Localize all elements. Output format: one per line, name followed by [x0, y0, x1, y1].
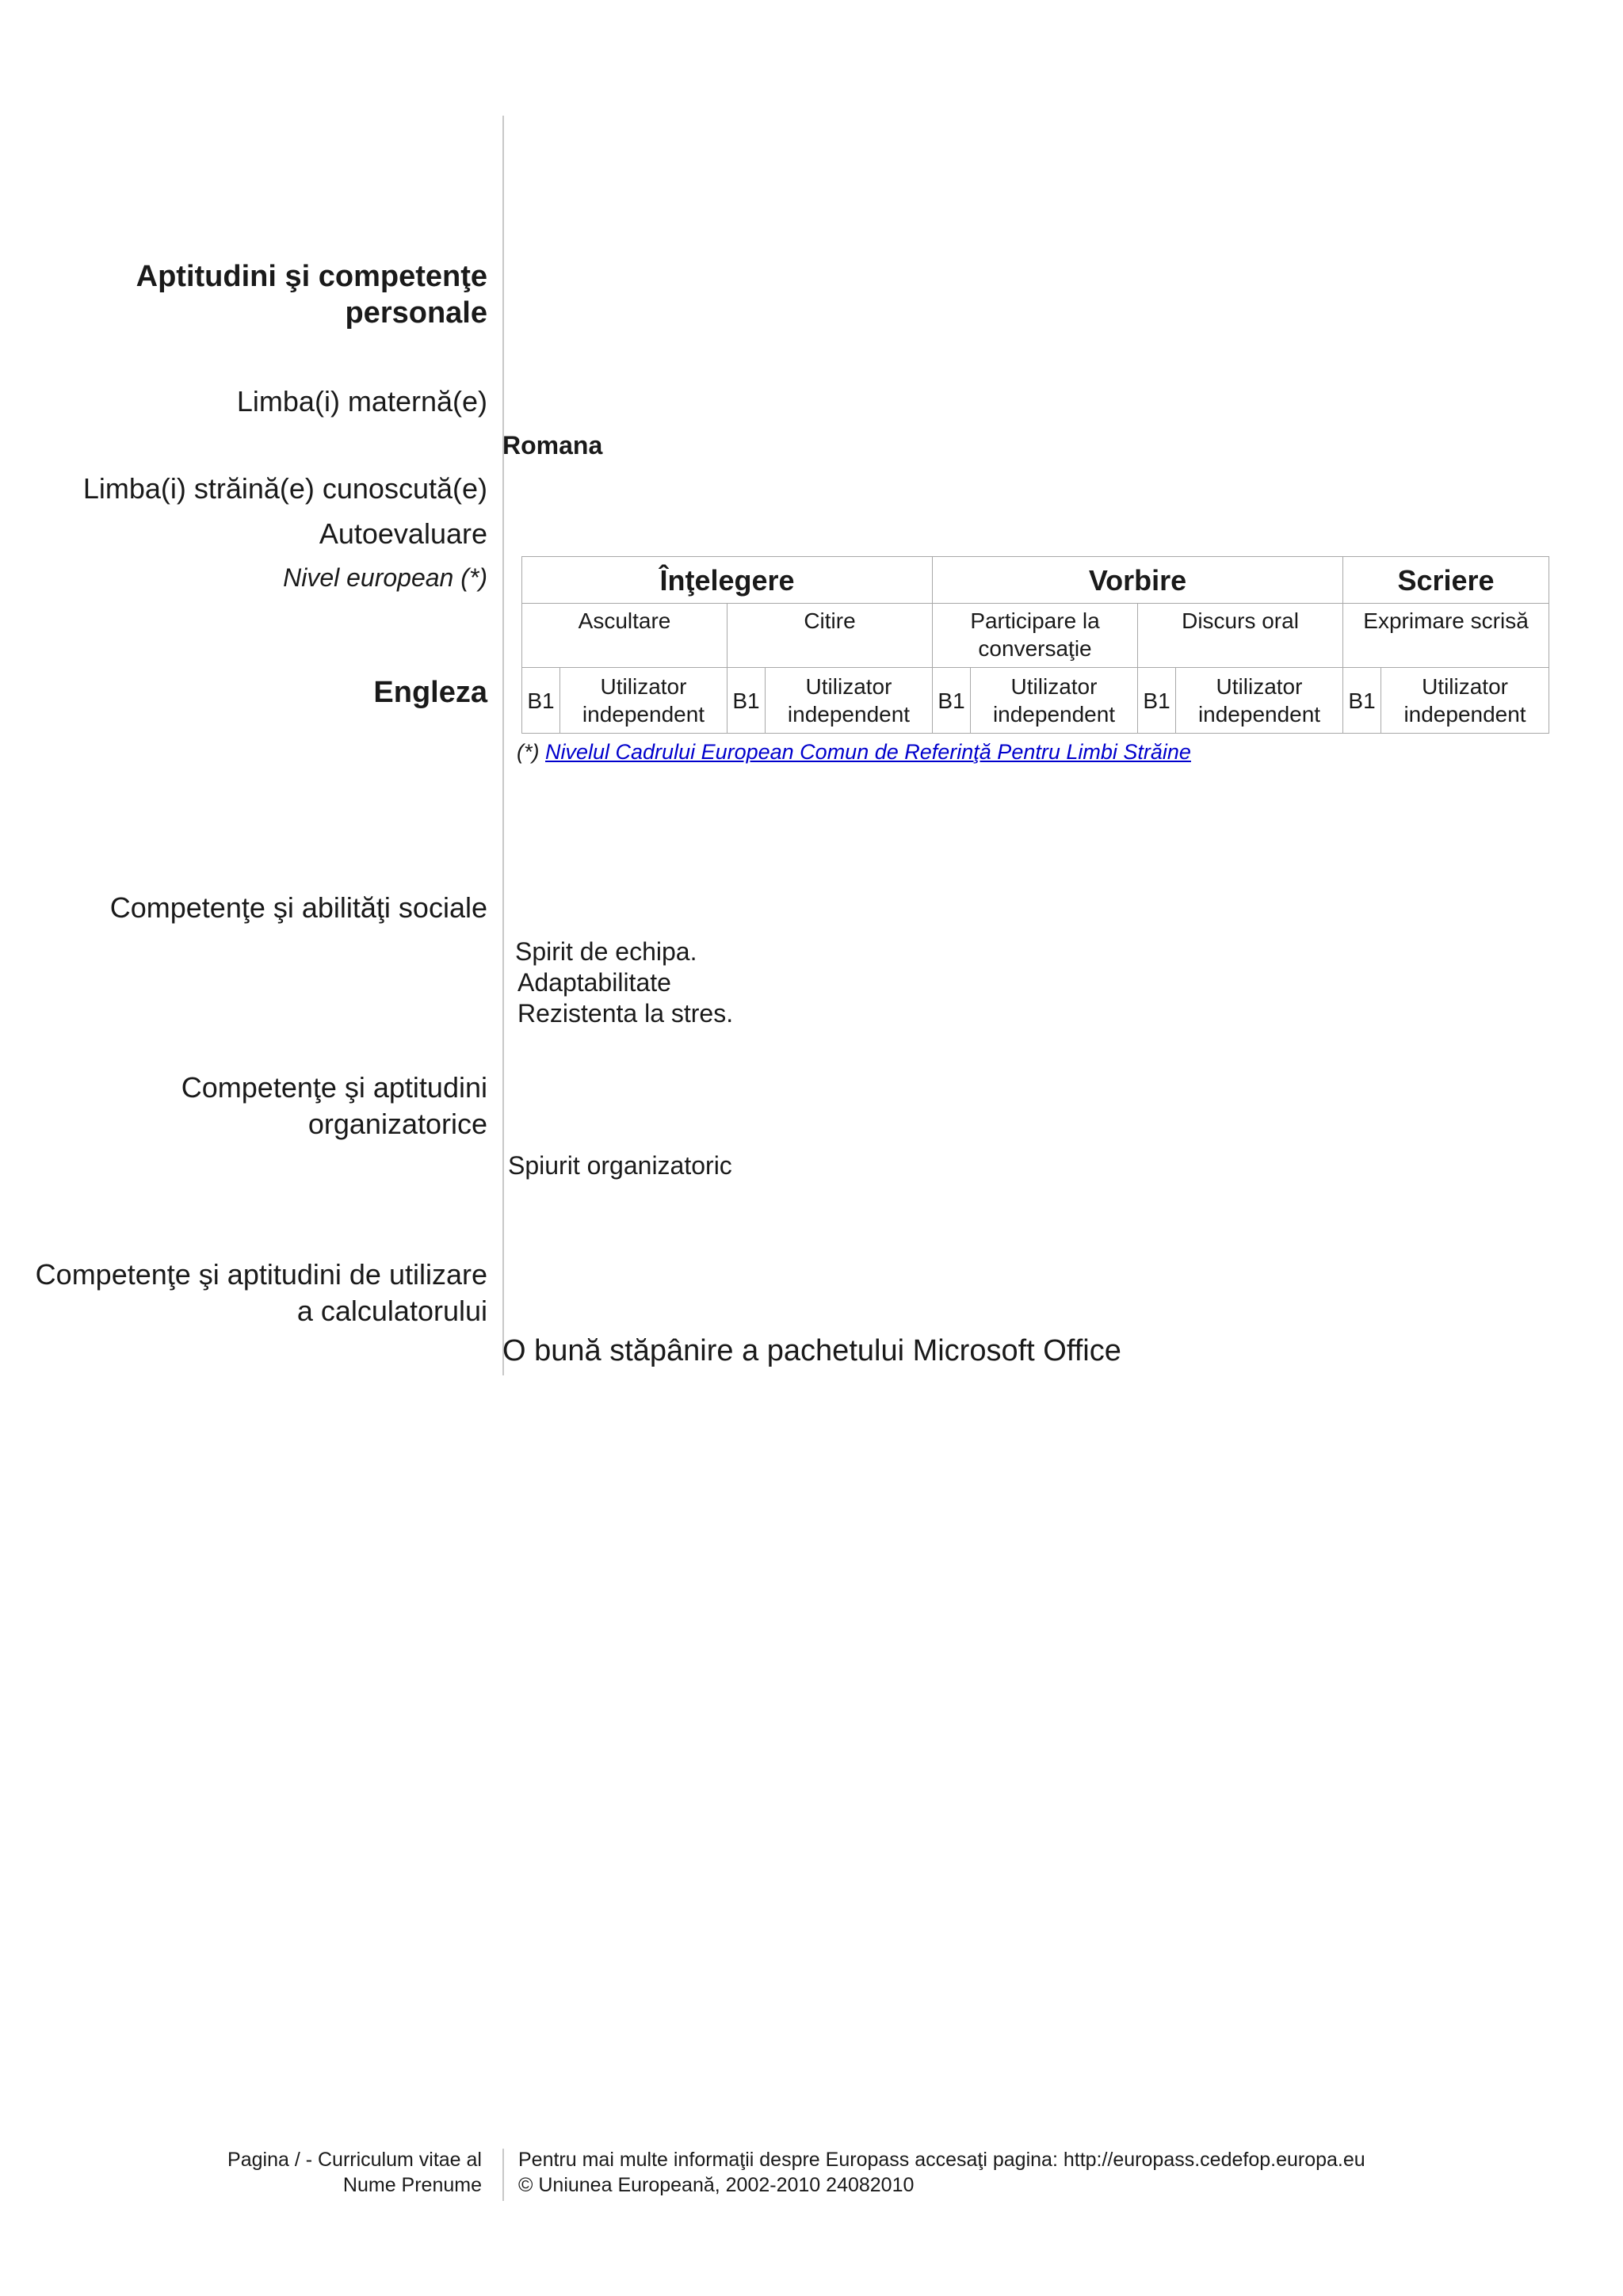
level-description: Utilizator independent [766, 668, 933, 734]
footer-europass-info [518, 2147, 1365, 2198]
social-skills-line: Spirit de echipa. [515, 937, 697, 966]
level-description: Utilizator independent [560, 668, 727, 734]
european-level-label: Nivel european (*) [283, 563, 487, 592]
self-assessment-label: Autoevaluare [319, 517, 487, 550]
footer-divider [502, 2149, 504, 2201]
organizational-label-line2: organizatorice [307, 1108, 487, 1140]
footer-page-line1: Pagina / - Curriculum vitae al [227, 2149, 482, 2171]
level-code: B1 [522, 668, 560, 734]
table-subheader-row [522, 604, 1549, 668]
computer-skills-label [36, 1257, 487, 1329]
level-description: Utilizator independent [971, 668, 1138, 734]
mother-tongue-label: Limba(i) maternă(e) [236, 385, 487, 418]
footer-info-line2: © Uniunea Europeană, 2002-2010 24082010 [518, 2174, 915, 2196]
table-level-row [522, 668, 1549, 734]
sub-reading: Citire [727, 604, 933, 668]
sub-listening: Ascultare [522, 604, 727, 668]
table-group-row [522, 557, 1549, 604]
cefr-footnote [517, 740, 1191, 765]
level-code: B1 [933, 668, 971, 734]
social-skills-line: Rezistenta la stres. [517, 999, 734, 1028]
level-description: Utilizator independent [1176, 668, 1343, 734]
sub-spoken-production: Discurs oral [1138, 604, 1343, 668]
organizational-label-line1: Competenţe şi aptitudini [181, 1071, 487, 1104]
organizational-skills-value: Spiurit organizatoric [508, 1151, 732, 1180]
cefr-link[interactable]: Nivelul Cadrului European Comun de Referinţă Pentru Limbi Străine [545, 740, 1191, 764]
computer-label-line1: Competenţe şi aptitudini de utilizare [35, 1258, 487, 1291]
social-skills-label: Competenţe şi abilităţi sociale [109, 891, 487, 924]
column-divider [502, 116, 504, 1375]
sub-writing: Exprimare scrisă [1343, 604, 1549, 668]
footnote-prefix: (*) [517, 740, 545, 764]
language-name: Engleza [373, 676, 487, 709]
computer-skills-value: O bună stăpânire a pachetului Microsoft Office [502, 1334, 1121, 1367]
level-description: Utilizator independent [1381, 668, 1549, 734]
group-writing: Scriere [1343, 557, 1549, 604]
computer-label-line2: a calculatorului [296, 1295, 487, 1327]
level-code: B1 [1343, 668, 1381, 734]
footer-page-info [227, 2147, 482, 2198]
organizational-skills-label [181, 1070, 487, 1142]
personal-skills-title-line2: personale [345, 296, 487, 330]
personal-skills-title-line1: Aptitudini şi competenţe [136, 260, 487, 293]
group-understanding: Înţelegere [522, 557, 933, 604]
social-skills-line: Adaptabilitate [517, 968, 671, 997]
footer-page-line2: Nume Prenume [342, 2174, 482, 2196]
level-code: B1 [1138, 668, 1176, 734]
language-assessment-table [521, 556, 1549, 734]
sub-spoken-interaction: Participare la conversaţie [933, 604, 1138, 668]
level-code: B1 [727, 668, 766, 734]
group-speaking: Vorbire [933, 557, 1343, 604]
foreign-languages-label: Limba(i) străină(e) cunoscută(e) [82, 472, 487, 505]
footer-info-line1: Pentru mai multe informaţii despre Europass accesaţi pagina: http://europass.cedefop.europa.eu [518, 2149, 1365, 2171]
mother-tongue-value: Romana [502, 431, 603, 460]
personal-skills-title [136, 258, 487, 331]
